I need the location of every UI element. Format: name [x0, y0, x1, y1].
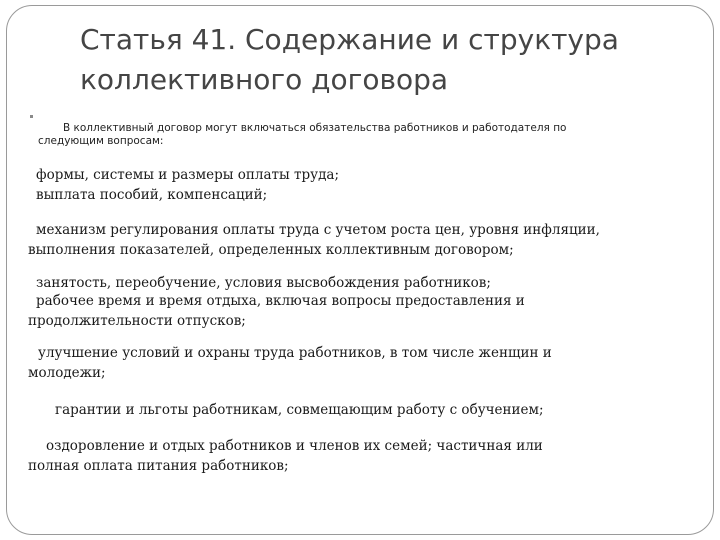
intro-line-2: следующим вопросам: — [38, 135, 164, 147]
intro-text — [38, 122, 688, 148]
list-item-pay-forms — [36, 165, 339, 185]
list-item-labor-protection — [28, 343, 552, 383]
list-item-guarantees — [55, 400, 544, 420]
list-item-employment — [36, 273, 491, 293]
item-text-cont: продолжительности отпусков; — [28, 313, 246, 329]
item-text-cont: полная оплата питания работников; — [28, 458, 289, 474]
item-text: улучшение условий и охраны труда работников, в том числе женщин и — [38, 345, 552, 361]
item-text: гарантии и льготы работникам, совмещающим работу с обучением; — [55, 402, 544, 418]
item-text: формы, системы и размеры оплаты труда; — [36, 167, 340, 183]
item-text: оздоровление и отдых работников и членов их семей; частичная или — [46, 438, 543, 454]
title-line-2: коллективного договора — [80, 63, 449, 96]
item-text: механизм регулирования оплаты труда с учетом роста цен, уровня инфляции, — [36, 222, 600, 238]
item-text: выплата пособий, компенсаций; — [36, 187, 268, 203]
item-text-cont: выполнения показателей, определенных коллективным договором; — [28, 242, 514, 258]
intro-line-1: В коллективный договор могут включаться обязательства работников и работодателя по — [63, 122, 567, 134]
list-item-health — [28, 436, 543, 476]
bullet-marker — [30, 115, 33, 118]
list-item-pay-regulation — [28, 220, 600, 260]
title-line-1: Статья 41. Содержание и структура — [80, 23, 619, 56]
item-text: занятость, переобучение, условия высвобождения работников; — [36, 275, 491, 291]
item-text: рабочее время и время отдыха, включая вопросы предоставления и — [36, 293, 525, 309]
item-text-cont: молодежи; — [28, 365, 106, 381]
list-item-benefits — [36, 185, 267, 205]
slide-title — [80, 20, 680, 100]
list-item-working-time — [28, 291, 525, 331]
